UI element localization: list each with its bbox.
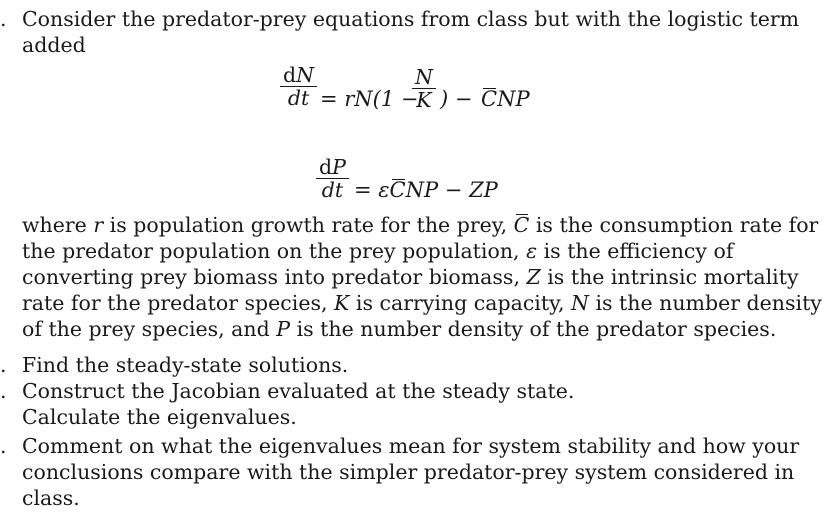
eq1-rhs-c-bar xyxy=(481,87,530,111)
eq1-rhs-part2: ) − xyxy=(440,87,473,111)
eq2-rhs-part2: NP − ZP xyxy=(405,178,498,202)
task-1: Find the steady-state solutions. xyxy=(22,353,349,377)
eq2-lhs-d: d xyxy=(319,155,333,179)
definition-line-2: the predator population on the prey population, ε is the efficiency of xyxy=(22,239,734,263)
task-4-line-2: conclusions compare with the simpler predator-prey system considered in xyxy=(22,460,795,484)
eq2-lhs-fraction xyxy=(316,156,349,201)
eq2-lhs-var: P xyxy=(332,155,346,179)
eq1-lhs-fraction xyxy=(280,64,317,109)
task-4-marker: . xyxy=(0,434,7,458)
question-marker: . xyxy=(0,7,7,31)
eq2-lhs-den: dt xyxy=(321,178,344,202)
question-intro-line-1: Consider the predator-prey equations from class but with the logistic term xyxy=(22,7,800,31)
task-3: Calculate the eigenvalues. xyxy=(22,405,297,429)
question-intro-line-2: added xyxy=(22,33,86,57)
eq1-lhs-d: d xyxy=(283,63,297,87)
task-2-marker: . xyxy=(0,379,7,403)
task-4-line-3: class. xyxy=(22,486,80,510)
task-1-marker: . xyxy=(0,353,7,377)
eq1-rhs-part1: = rN(1 − xyxy=(320,87,419,111)
task-4-line-1: Comment on what the eigenvalues mean for system stability and how your xyxy=(22,434,800,458)
definition-line-4: rate for the predator species, K is carrying capacity, N is the number density xyxy=(22,291,822,315)
eq1-rhs-part3: NP xyxy=(497,87,530,111)
definition-line-3: converting prey biomass into predator biomass, Z is the intrinsic mortality xyxy=(22,265,799,289)
eq1-lhs-den: dt xyxy=(287,86,310,110)
eq2-rhs xyxy=(354,178,498,202)
eq2-c-bar-symbol: C xyxy=(389,178,406,202)
eq1-inner-den: K xyxy=(416,88,432,112)
task-2: Construct the Jacobian evaluated at the steady state. xyxy=(22,379,575,403)
eq2-rhs-part1: = ε xyxy=(354,178,390,202)
eq1-inner-fraction xyxy=(412,66,436,111)
definition-line-1: where r is population growth rate for the prey, C is the consumption rate for xyxy=(22,213,819,237)
definition-line-5: of the prey species, and P is the number density of the predator species. xyxy=(22,317,777,341)
eq1-inner-num: N xyxy=(415,65,433,89)
eq1-lhs-var: N xyxy=(296,63,315,87)
eq1-c-bar-symbol: C xyxy=(481,87,498,111)
